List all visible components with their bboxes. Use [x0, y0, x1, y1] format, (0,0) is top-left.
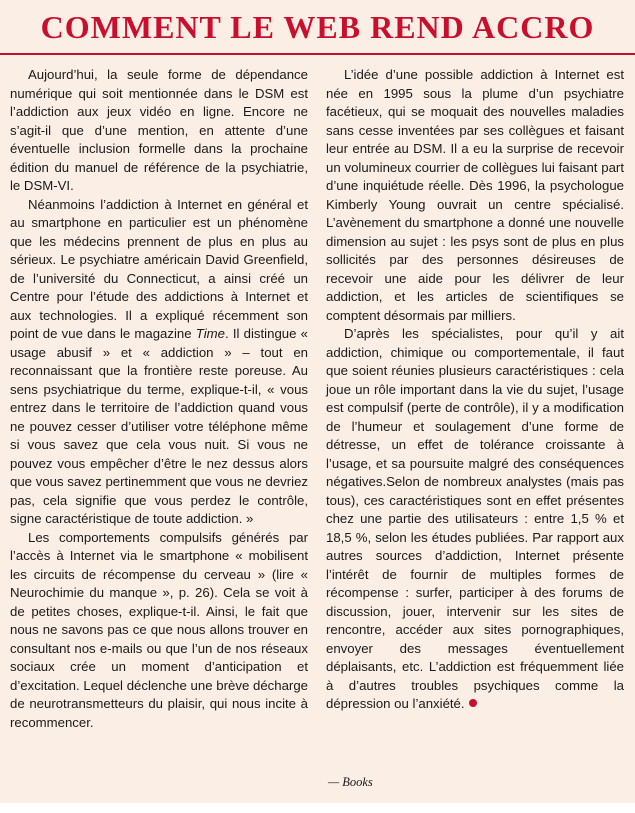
left-column: [10, 66, 308, 732]
paragraph-2-part-a: Néanmoins l’addiction à Internet en général et au smartphone en particulier est un phénomène que les médecins prennent de plus en plus au sérieux. Le psychiatre américain David Greenfield, de l’université du Connecticut, a ainsi créé un Centre pour l’étude des addictions à Internet et aux technologies. Il a expliqué récemment son point de vue dans le magazine: [10, 196, 308, 341]
paragraph-5-text: D’après les spécialistes, pour qu’il y ait addiction, chimique ou comportementale, il faut que soient réunies plusieurs caractéristiques : cela joue un rôle important dans la vie du sujet, l’usage est compulsif (perte de contrôle), il y a modification de l’humeur et soulagement d’une forme de détresse, un effet de tolérance croissante à l’usage, et sa poursuite malgré des conséquences négatives.Selon de nombreux analystes (mais pas tous), ces caractéristiques sont en effet présentes chez une partie des utilisateurs : entre 1,5 % et 18,5 %, selon les études publiées. Par rapport aux autres sources d’addiction, Internet présente l’intérêt de fournir de multiples formes de récompense : surfer, participer à des forums de discussion, jouer, intervenir sur les sites de rencontre, accéder aux sites pornographiques, envoyer des messages éventuellement déplaisants, etc. L’addiction est fréquemment liée à d’autres troubles psychiques comme la dépression ou l’anxiété.: [326, 326, 624, 711]
title-divider: [0, 53, 635, 55]
paragraph-2: [10, 196, 308, 529]
paragraph-3: Les comportements compulsifs générés par l’accès à Internet via le smartphone « mobilisent les circuits de récompense du cerveau » (lire « Neurochimie du manque », p. 26). Cela se voit à de petites choses, explique-t-il. Ainsi, le fait que nous ne savons pas ce que nous allons trouver en consultant nos e-mails ou que l’un de nos réseaux sociaux crée un moment d’anticipation et d’excitation. Lequel déclenche une brève décharge de neurotransmetteurs du plaisir, qui nous incite à recommencer.: [10, 529, 308, 730]
right-column: [326, 66, 624, 714]
paragraph-2-part-b: . Il distingue « usage abusif » et « addiction » – tout en reconnaissant que la frontière reste poreuse. Au sens psychiatrique du terme, explique-t-il, « vous entrez dans le territoire de l’addiction quand vous ne pouvez cesser d’utiliser votre téléphone même si vous savez que cela vous nuit. Si vous ne pouvez vous empêcher d’être le nez dessus alors que vous savez pertinemment que vous ne devriez pas, cela signifie que vous perdez le contrôle, signe caractéristique de toute addiction. »: [10, 326, 308, 526]
paragraph-5: [326, 325, 624, 714]
end-mark-icon: [469, 699, 477, 707]
paragraph-4: L’idée d’une possible addiction à Internet est née en 1995 sous la plume d’un psychiatre facétieux, qui se moquait des nouvelles maladies sans cesse inventées par ses collègues et faisant leur entrée au DSM. Il a eu la surprise de recevoir un volumineux courrier de collègues lui faisant part d’une inquiétude réelle. Dès 1996, la psychologue Kimberly Young ouvrait un centre spécialisé. L’avènement du smartphone a donné une nouvelle dimension au sujet : les psys sont de plus en plus sollicités par des personnes désireuses de recevoir une aide pour les délivrer de leur addiction, et les articles de scientifiques se comptent désormais par milliers.: [326, 67, 624, 323]
paragraph-1: Aujourd’hui, la seule forme de dépendance numérique qui soit mentionnée dans le DSM est l’addiction aux jeux vidéo en ligne. Encore ne s’agit-il que d’une mention, en attente d’une éventuelle inclusion formelle dans la prochaine édition du manuel de référence de la psychiatrie, le DSM-VI.: [10, 67, 308, 193]
article-title: COMMENT LE WEB REND ACCRO: [40, 9, 595, 45]
article-source: — Books: [328, 775, 373, 789]
magazine-name: Time: [195, 326, 225, 341]
